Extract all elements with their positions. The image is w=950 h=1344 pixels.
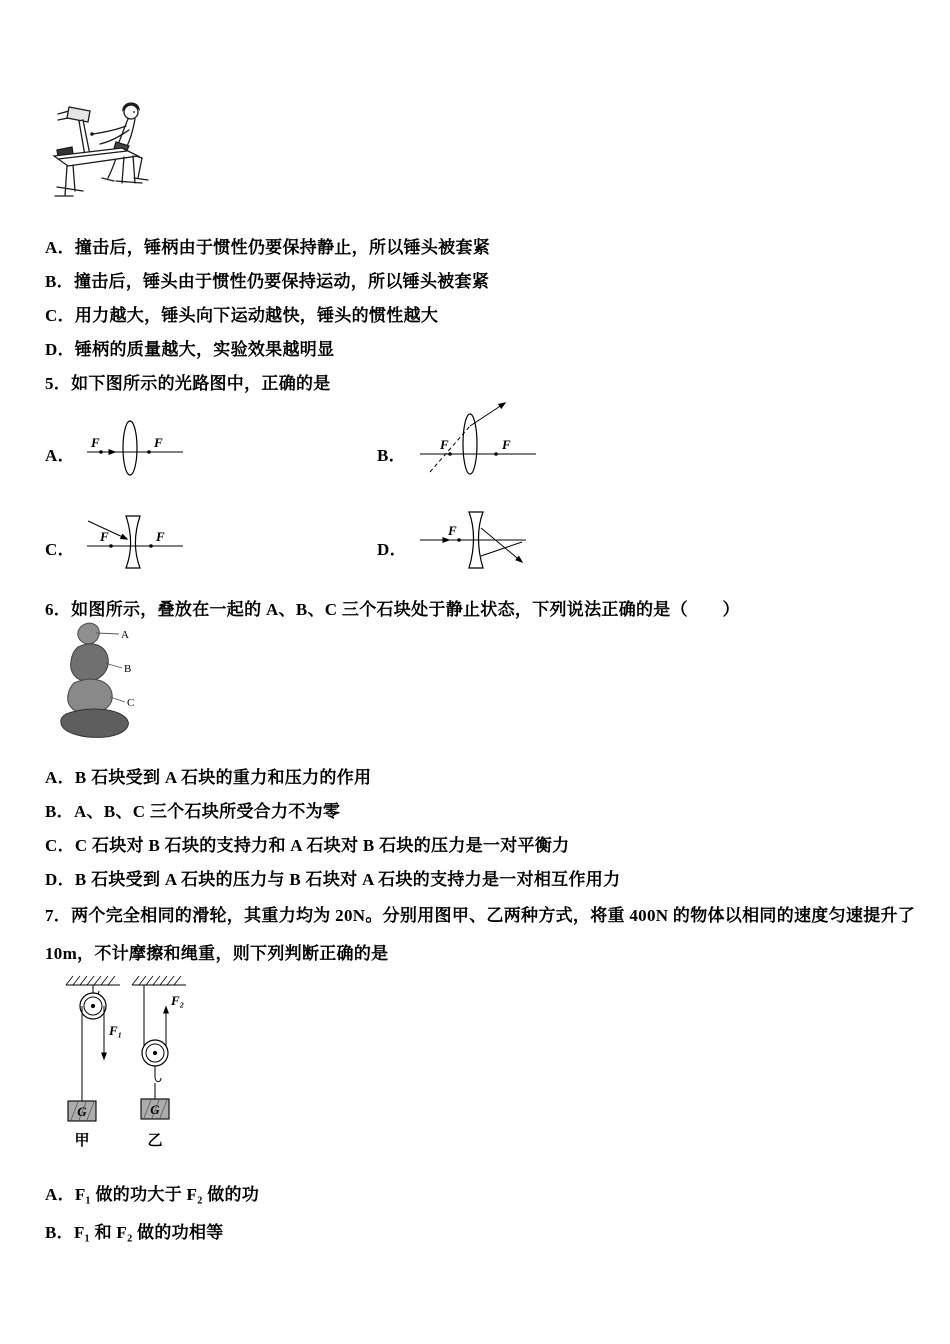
fixed-pulley-assembly <box>66 976 123 1121</box>
axle-dot <box>91 1004 94 1007</box>
focal-label: F <box>156 529 165 544</box>
q6-stem: 6．如图所示，叠放在一起的 A、B、C 三个石块处于静止状态，下列说法正确的是（ ） <box>45 600 740 619</box>
ceiling-hatching <box>132 976 181 985</box>
focal-label: F <box>448 523 457 538</box>
q6-option-a: A．B 石块受到 A 石块的重力和压力的作用 <box>45 768 372 787</box>
stone-label-b: B <box>124 663 132 675</box>
focal-label: F <box>154 435 163 450</box>
q5-label-a: A． <box>45 446 75 465</box>
hammer-sketch <box>54 103 148 196</box>
q6-option-c: C．C 石块对 B 石块的支持力和 A 石块对 B 石块的压力是一对平衡力 <box>45 836 570 855</box>
focal-label: F <box>440 437 449 452</box>
q5-stem: 5．如下图所示的光路图中，正确的是 <box>45 374 331 393</box>
person <box>90 103 148 181</box>
q7-option-b: B．F₁ 和 F₂ 做的功相等 <box>45 1223 224 1242</box>
q5-label-b: B． <box>377 446 406 465</box>
stone-label-c: C <box>127 697 135 709</box>
q5-label-d: D． <box>377 540 407 559</box>
stone-a <box>78 623 99 644</box>
stone-label-a: A <box>121 629 129 641</box>
q7-stem-line2: 10m，不计摩擦和绳重，则下列判断正确的是 <box>45 944 389 963</box>
hammer-inertia-figure <box>52 98 167 216</box>
incident-ray-dashed <box>430 426 470 472</box>
head <box>124 105 138 119</box>
ceiling-hatching <box>66 976 115 985</box>
hook <box>155 1066 161 1082</box>
light-path-diagram-a <box>85 414 185 478</box>
light-path-diagram-b <box>418 398 538 482</box>
focal-point-dot <box>448 452 452 456</box>
q4-option-d: D．锤柄的质量越大，实验效果越明显 <box>45 340 335 359</box>
figure-left-label: 甲 <box>74 1133 90 1149</box>
q4-option-b: B．撞击后，锤头由于惯性仍要保持运动，所以锤头被套紧 <box>45 272 490 291</box>
refracted-ray <box>470 403 505 426</box>
weight-g-label: G <box>150 1102 160 1117</box>
stone-base <box>61 709 129 737</box>
focal-point-dot <box>147 450 151 454</box>
focal-label: F <box>91 435 100 450</box>
focal-label: F <box>100 529 109 544</box>
focal-point-dot <box>457 538 461 542</box>
q7-option-a: A．F₁ 做的功大于 F₂ 做的功 <box>45 1185 260 1204</box>
convex-lens <box>123 421 137 475</box>
force-f1-label: F₁ <box>109 1023 123 1038</box>
focal-point-dot <box>149 544 153 548</box>
force-f2-label: F₂ <box>171 993 185 1008</box>
focal-label: F <box>502 437 511 452</box>
focal-point-dot <box>494 452 498 456</box>
q4-option-a: A．撞击后，锤柄由于惯性仍要保持静止，所以锤头被套紧 <box>45 238 491 257</box>
q4-option-c: C．用力越大，锤头向下运动越快，锤头的惯性越大 <box>45 306 439 325</box>
concave-lens <box>126 516 140 568</box>
focal-point-dot <box>109 544 113 548</box>
light-path-diagram-d <box>418 506 530 574</box>
pulleys-figure <box>58 973 208 1151</box>
q7-stem-line1: 7．两个完全相同的滑轮，其重力均为 20N。分别用图甲、乙两种方式，将重 400N 的物体以相同的速度匀速提升了 <box>45 906 916 925</box>
bench <box>54 148 142 196</box>
focal-point-dot <box>99 450 103 454</box>
stacked-stones-figure <box>50 620 155 742</box>
weight-g-label: G <box>77 1104 87 1119</box>
figure-right-label: 乙 <box>147 1133 163 1149</box>
refracted-ray <box>481 542 522 556</box>
q6-option-b: B．A、B、C 三个石块所受合力不为零 <box>45 802 341 821</box>
axle-dot <box>153 1051 156 1054</box>
q6-option-d: D．B 石块受到 A 石块的压力与 B 石块对 A 石块的支持力是一对相互作用力 <box>45 870 621 889</box>
q5-label-c: C． <box>45 540 75 559</box>
stone-b <box>71 644 109 681</box>
refracted-ray <box>481 528 522 562</box>
light-path-diagram-c <box>85 508 185 572</box>
